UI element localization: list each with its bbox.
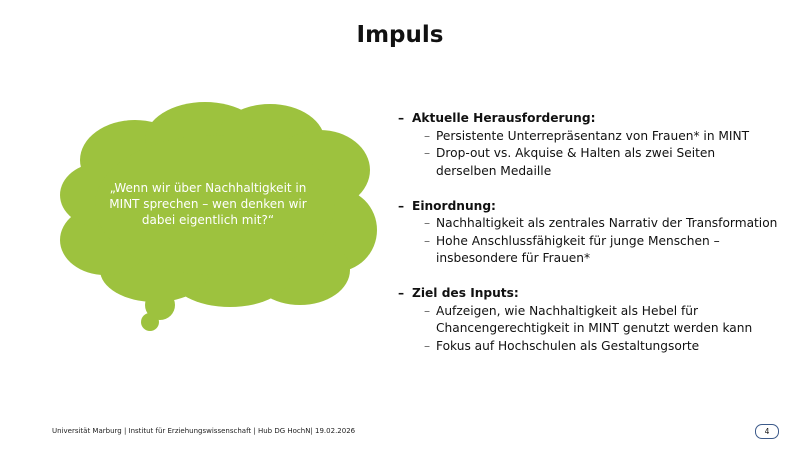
quote-text: „Wenn wir über Nachhaltigkeit in MINT sprechen – wen denken wir dabei eigentlich mit?“ bbox=[109, 181, 307, 227]
bullet-item: – Persistente Unterrepräsentanz von Frauen* in MINT bbox=[398, 128, 778, 146]
bullet-item: – Hohe Anschlussfähigkeit für junge Menschen – insbesondere für Frauen* bbox=[398, 233, 778, 268]
bullet-item: – Fokus auf Hochschulen als Gestaltungsorte bbox=[398, 338, 778, 356]
bullet-item: – Aufzeigen, wie Nachhaltigkeit als Hebel für Chancengerechtigkeit in MINT genutzt werden kann bbox=[398, 303, 778, 338]
section-heading: – Ziel des Inputs: bbox=[398, 285, 778, 303]
bullet-item: – Drop-out vs. Akquise & Halten als zwei Seiten derselben Medaille bbox=[398, 145, 778, 180]
section-heading: – Einordnung: bbox=[398, 198, 778, 216]
slide-title: Impuls bbox=[356, 22, 444, 48]
footer-text: Universität Marburg | Institut für Erziehungswissenschaft | Hub DG HochN| 19.02.2026 bbox=[52, 427, 356, 435]
bullet-item: – Nachhaltigkeit als zentrales Narrativ der Transformation bbox=[398, 215, 778, 233]
section-heading: – Aktuelle Herausforderung: bbox=[398, 110, 778, 128]
page-number: 4 bbox=[755, 424, 779, 439]
bullet-list bbox=[398, 110, 778, 355]
